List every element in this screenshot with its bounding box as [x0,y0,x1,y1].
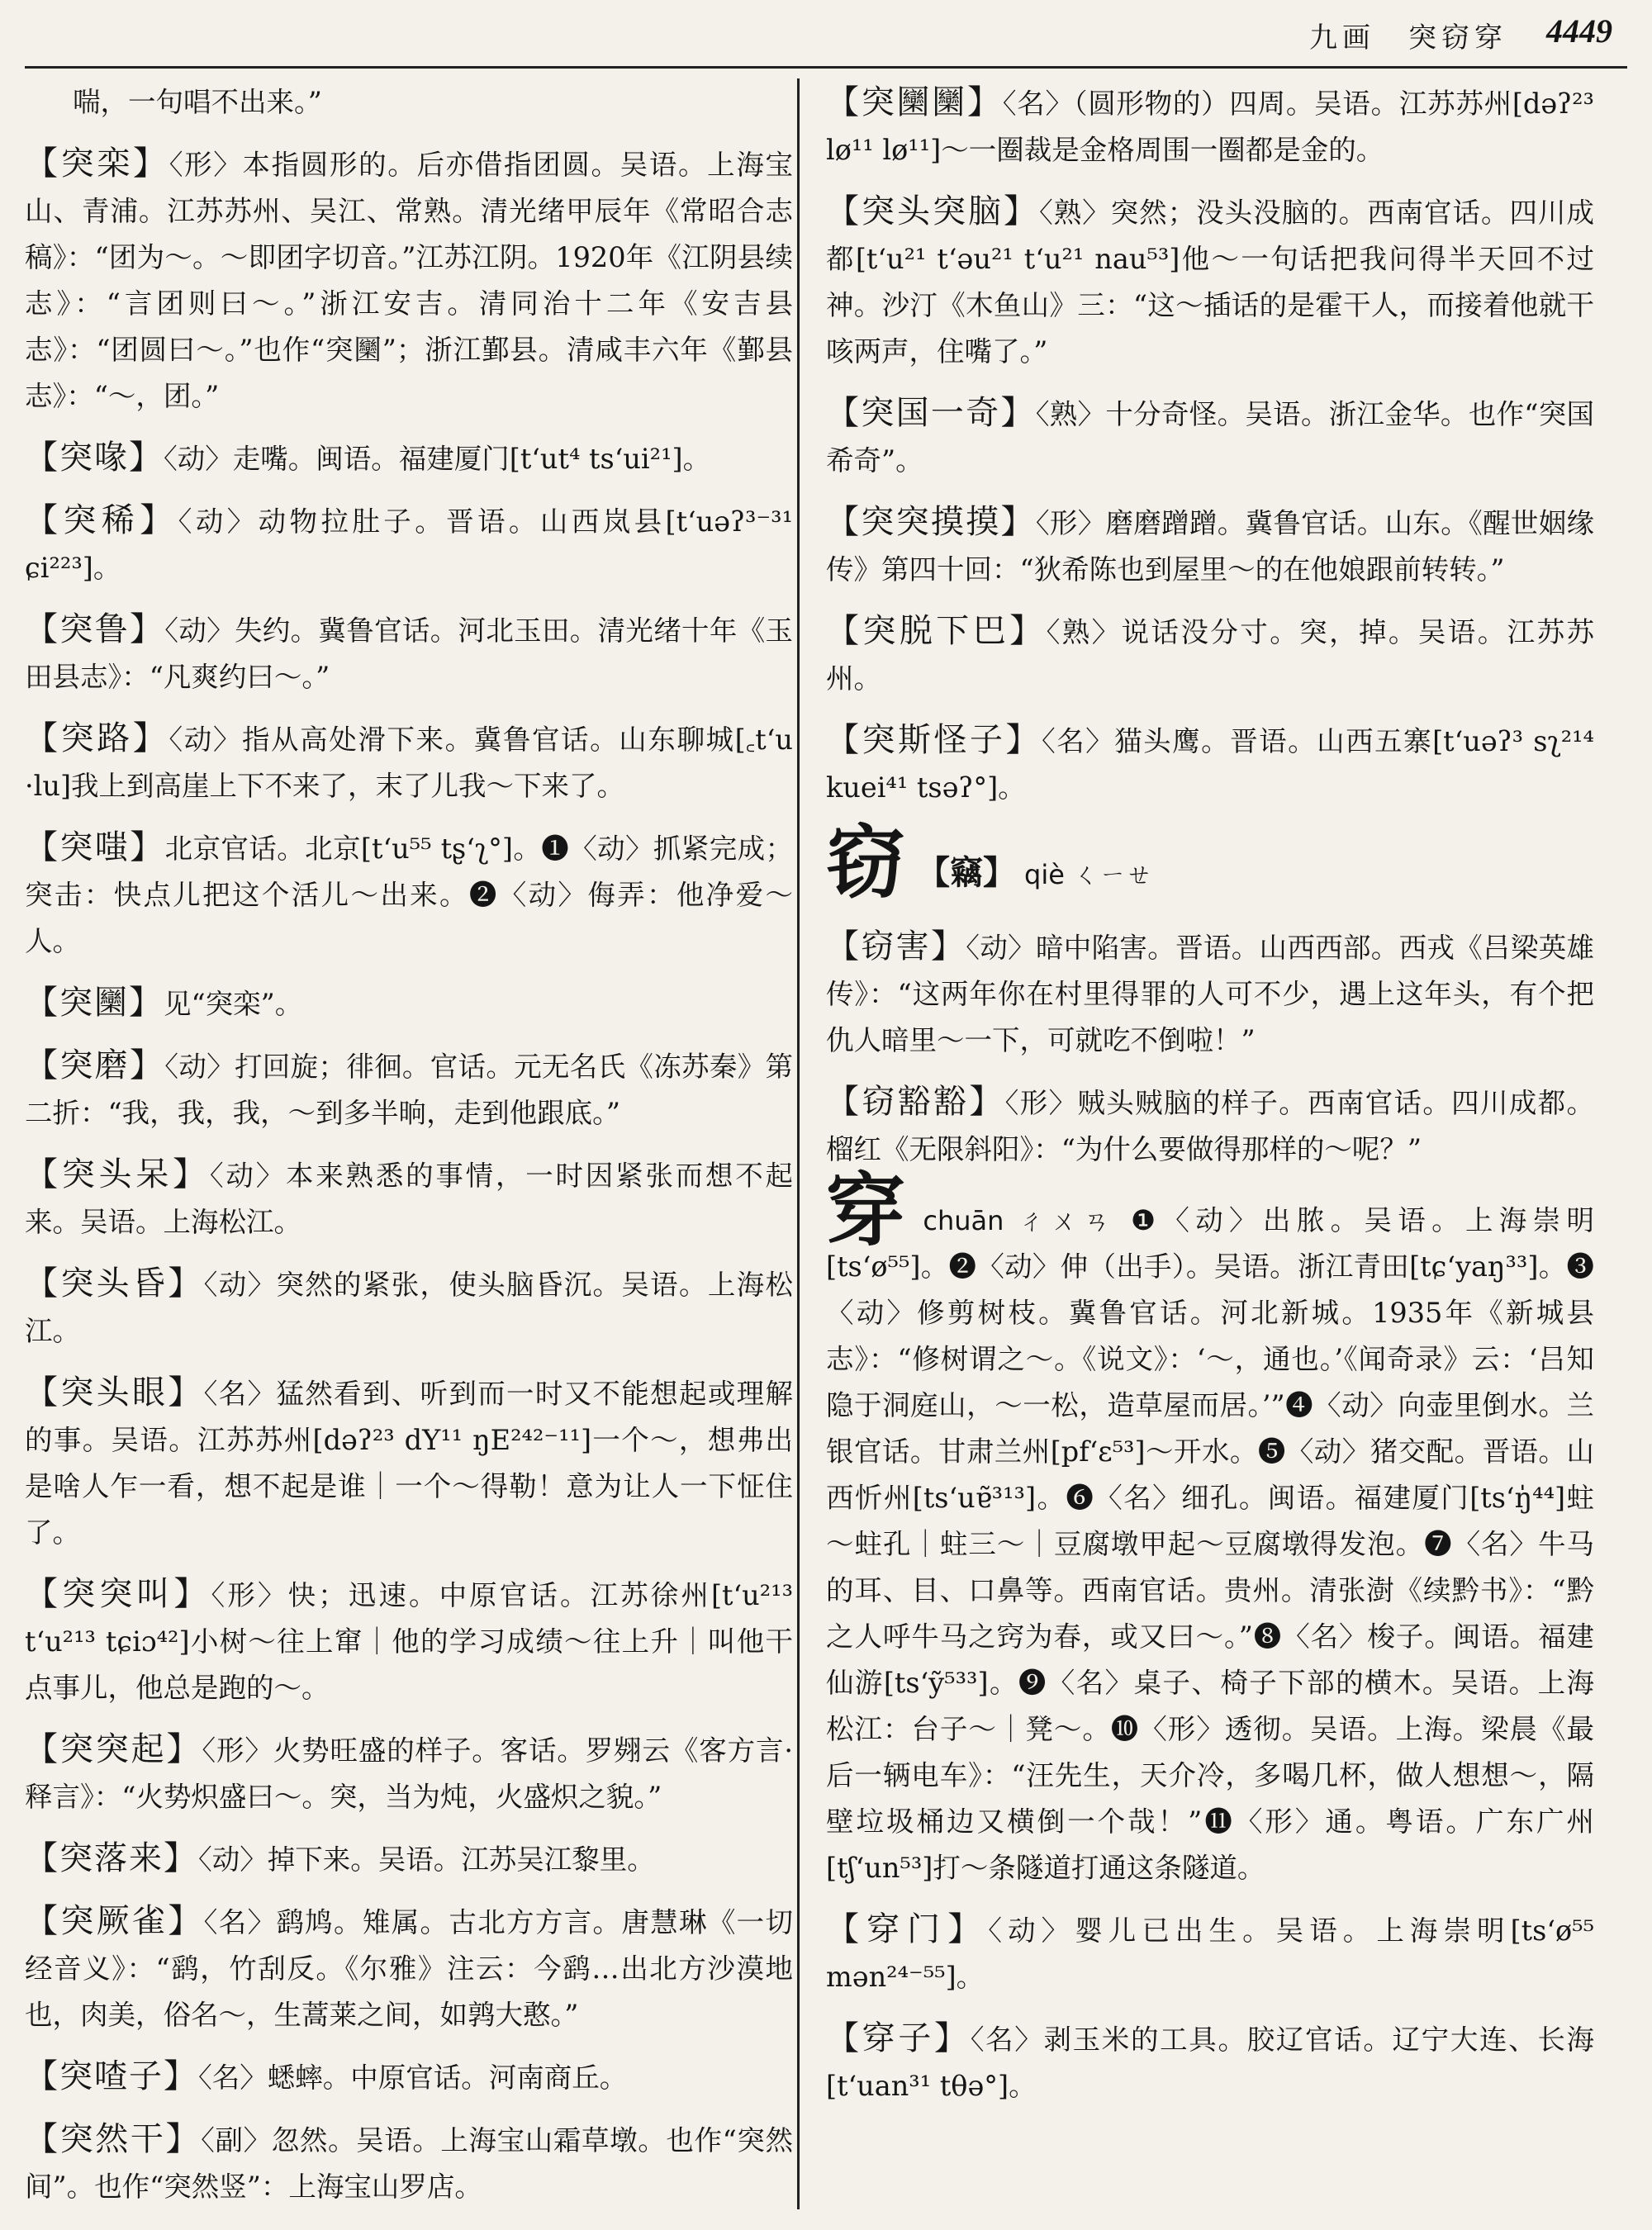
dictionary-entry [25,1260,793,1355]
dictionary-entry [826,390,1594,484]
entry-headword: 【突喙】 [25,439,164,477]
char-qie: 窃 [826,816,905,909]
page-number: 4449 [1546,12,1612,50]
column-divider [797,78,800,2209]
entry-definition: 〈名〉（圆形物的）四周。吴语。江苏苏州[dəʔ²³ lø¹¹ lø¹¹]～一圈裁是金格周围一圈都是金的。 [826,88,1594,166]
dictionary-entry [826,923,1594,1064]
entry-headword: 【突厥雀】 [25,1902,204,1940]
entry-definition: 〈形〉快；迅速。中原官话。江苏徐州[tʻu²¹³ tʻu²¹³ tɕiɔ⁴²]小树～往上窜｜他的学习成绩～往上升｜叫他干点事儿，他总是跑的～。 [25,1579,793,1704]
entry-definition: 〈动〉掉下来。吴语。江苏吴江黎里。 [198,1843,655,1876]
entry-definition: 〈动〉打回旋；徘徊。官话。元无名氏《冻苏秦》第二折：“我，我，我，～到多半晌，走到他跟底。” [25,1051,793,1129]
dictionary-entry [25,2116,793,2210]
entry-headword: 【突突起】 [25,1730,202,1768]
entry-definition: 〈动〉突然的紧张，使头脑昏沉。吴语。上海松江。 [25,1269,793,1347]
char-chuan-definition: ❶〈动〉出脓。吴语。上海崇明[tsʻø⁵⁵]。❷〈动〉伸（出手）。吴语。浙江青田[tɕʻyaŋ³³]。❸〈动〉修剪树枝。冀鲁官话。河北新城。1935年《新城县志》：“修树谓之～。《说文》：‘～，通也。’《闻奇录》云：‘吕知隐于洞庭山，～一松，造草屋而居。’”❹〈动〉向壶里倒水。兰银官话。甘肃兰州[pfʻɛ⁵³]～开水。❺〈动〉猪交配。晋语。山西忻州[tsʻuɐ̃³¹³]。❻〈名〉细孔。闽语。福建厦门[tsʻŋ̍⁴⁴]蛀～蛀孔｜蛀三～｜豆腐墩甲起～豆腐墩得发泡。❼〈名〉牛马的耳、目、口鼻等。西南官话。贵州。清张澍《续黔书》：“黔之人呼牛马之窍为春，或又曰～。”❽〈名〉梭子。闽语。福建仙游[tsʻỹ⁵³³]。❾〈名〉桌子、椅子下部的横木。吴语。上海松江：台子～｜凳～。❿〈形〉透彻。吴语。上海。梁晨《最后一辆电车》：“汪先生，天介冷，多喝几杯，做人想想～，隔壁垃圾桶边又横倒一个哉！”⓫〈形〉通。粤语。广东广州[tʃʻun⁵³]打～条隧道打通这条隧道。 [826,1204,1594,1884]
header-rule [25,66,1627,69]
dictionary-entry [826,188,1594,375]
entry-headword: 【突磨】 [25,1046,165,1084]
entry-headword: 【突国一奇】 [826,394,1036,432]
dictionary-entry [25,980,793,1027]
dictionary-entry [25,1726,793,1820]
entry-headword: 【突头突脑】 [826,192,1039,230]
entry-definition: 〈名〉鹞鸠。雉属。古北方方言。唐慧琳《一切经音义》：“鹞，竹刮反。《尔雅》注云：今鹞…出北方沙漠地也，肉美，俗名～，生蒿莱之间，如鹑大憨。” [25,1906,793,2031]
dictionary-entry [25,824,793,965]
dictionary-entry [25,2053,793,2101]
entry-definition: 〈形〉磨磨蹭蹭。冀鲁官话。山东。《醒世姻缘传》第四十回：“狄希陈也到屋里～的在他娘跟前转转。” [826,507,1594,586]
entry-definition: 〈动〉指从高处滑下来。冀鲁官话。山东聊城[꜀tʻu ·lu]我上到高崖上下不来了，末了儿我～下来了。 [25,724,793,802]
right-entry-list-a [826,79,1594,811]
entry-definition: 〈形〉贼头贼脑的样子。西南官话。四川成都。榴红《无限斜阳》：“为什么要做得那样的～呢？” [826,1087,1594,1165]
char-chuan-pinyin: chuān ㄔㄨㄢ [923,1205,1116,1236]
dictionary-entry [25,1151,793,1245]
entry-headword: 【突头呆】 [25,1155,210,1193]
running-head: 九画 突窃穿 [1309,21,1507,55]
entry-definition: 〈动〉动物拉肚子。晋语。山西岚县[tʻuəʔ³⁻³¹ ɕi²²³]。 [25,505,793,584]
dictionary-entry [826,1906,1594,2000]
left-entry-list [25,140,793,2210]
dictionary-entry [25,1898,793,2038]
entry-headword: 【突路】 [25,719,169,757]
entry-definition: 〈熟〉说话没分寸。突，掉。吴语。江苏苏州。 [826,616,1594,695]
right-column [826,79,1594,2218]
dictionary-entry [25,497,793,591]
page-header [0,0,1652,66]
dictionary-entry [25,606,793,700]
entry-definition: 〈形〉火势旺盛的样子。客话。罗翙云《客方言·释言》：“火势炽盛曰～。突，当为炖，火盛炽之貌。” [25,1734,793,1813]
entry-definition: 〈名〉猛然看到、听到而一时又不能想起或理解的事。吴语。江苏苏州[dəʔ²³ dY¹¹ ŋE²⁴²⁻¹¹]一个～，想弗出是啥人乍一看，想不起是谁｜一个～得勒！意为让人一下怔住了。 [25,1378,793,1549]
left-column [25,79,793,2218]
dictionary-entry [826,1079,1594,1173]
char-qie-traditional: 【竊】 [917,853,1016,892]
entry-headword: 【突落来】 [25,1839,198,1877]
entry-definition: 〈副〉忽然。吴语。上海宝山霜草墩。也作“突然间”。也作“突然竖”：上海宝山罗店。 [25,2124,793,2203]
entry-definition: 〈熟〉十分奇怪。吴语。浙江金华。也作“突国希奇”。 [826,398,1594,477]
entry-definition: 〈动〉本来熟悉的事情，一时因紧张而想不起来。吴语。上海松江。 [25,1160,793,1238]
entry-headword: 【窃害】 [826,928,966,966]
entry-headword: 【穿门】 [826,1910,989,1948]
entry-definition: 〈动〉婴儿已出生。吴语。上海崇明[tsʻø⁵⁵ mən²⁴⁻⁵⁵]。 [826,1914,1594,1993]
char-qie-pinyin: qiè ㄑㄧㄝ [1024,859,1153,890]
entry-headword: 【突头眼】 [25,1374,204,1412]
entry-headword: 【突喳子】 [25,2057,198,2095]
entry-headword: 【突圞】 [25,984,164,1022]
entry-definition: 〈名〉剥玉米的工具。胶辽官话。辽宁大连、长海[tʻuan³¹ tθə°]。 [826,2024,1594,2102]
dictionary-entry [826,79,1594,173]
entry-headword: 【窃豁豁】 [826,1083,1005,1121]
right-entry-list-c [826,1906,1594,2109]
entry-headword: 【穿子】 [826,2019,971,2057]
dictionary-entry [826,2015,1594,2109]
entry-headword: 【突稀】 [25,501,178,539]
dictionary-entry [826,499,1594,593]
entry-headword: 【突突叫】 [25,1575,211,1613]
right-entry-list-b [826,923,1594,1173]
char-heading-qie [826,816,1594,912]
entry-definition: 〈形〉本指圆形的。后亦借指团圆。吴语。上海宝山、青浦。江苏苏州、吴江、常熟。清光绪甲辰年《常昭合志稿》：“团为～。～即团字切音。”江苏江阴。1920年《江阴县续志》：“言团则曰～。”浙江安吉。清同治十二年《安吉县志》：“团圆曰～。”也作“突圞”；浙江鄞县。清咸丰六年《鄞县志》：“～，团。” [25,149,793,412]
dictionary-entry [25,1835,793,1883]
dictionary-entry [25,715,793,809]
dictionary-entry [25,140,793,420]
entry-headword: 【突圞圞】 [826,83,1003,121]
entry-headword: 【突栾】 [25,145,169,183]
entry-definition: 北京官话。北京[tʻu⁵⁵ tʂʻʅ°]。❶〈动〉抓紧完成；突击：快点儿把这个活儿～出来。❷〈动〉侮弄：他净爱～人。 [25,833,793,957]
entry-headword: 【突脱下巴】 [826,612,1047,650]
char-chuan: 穿 [826,1164,912,1257]
entry-definition: 〈名〉猫头鹰。晋语。山西五寨[tʻuəʔ³ sʅ²¹⁴ kuei⁴¹ tsəʔ°]。 [826,725,1594,804]
entry-headword: 【突然干】 [25,2120,202,2158]
entry-definition: 〈名〉蟋蟀。中原官话。河南商丘。 [198,2062,628,2094]
entry-definition: 〈熟〉突然；没头没脑的。西南官话。四川成都[tʻu²¹ tʻəu²¹ tʻu²¹ nau⁵³]他～一句话把我问得半天回不过神。沙汀《木鱼山》三：“这～插话的是霍干人，而接着他就干咳两声，住嘴了。” [826,197,1594,368]
entry-headword: 【突鲁】 [25,610,165,648]
entry-definition: 〈动〉暗中陷害。晋语。山西西部。西戎《吕梁英雄传》：“这两年你在村里得罪的人可不少，遇上这年头，有个把仇人暗里～一下，可就吃不倒啦！” [826,932,1594,1056]
dictionary-entry [25,1369,793,1556]
dictionary-entry [826,608,1594,702]
dictionary-entry [826,717,1594,811]
dictionary-entry [25,1042,793,1136]
dictionary-entry [25,1571,793,1711]
entry-headword: 【突头昏】 [25,1264,204,1302]
entry-headword: 【突斯怪子】 [826,721,1042,759]
entry-headword: 【突突摸摸】 [826,503,1036,541]
char-entry-chuan [826,1164,1594,1891]
continuation-text: 喘，一句唱不出来。” [73,86,322,118]
dictionary-entry [25,434,793,482]
entry-definition: 见“突栾”。 [164,988,303,1020]
entry-definition: 〈动〉走嘴。闽语。福建厦门[tʻut⁴ tsʻui²¹]。 [164,443,711,475]
entry-headword: 【突嗤】 [25,828,165,866]
entry-definition: 〈动〉失约。冀鲁官话。河北玉田。清光绪十年《玉田县志》：“凡爽约曰～。” [25,614,793,693]
